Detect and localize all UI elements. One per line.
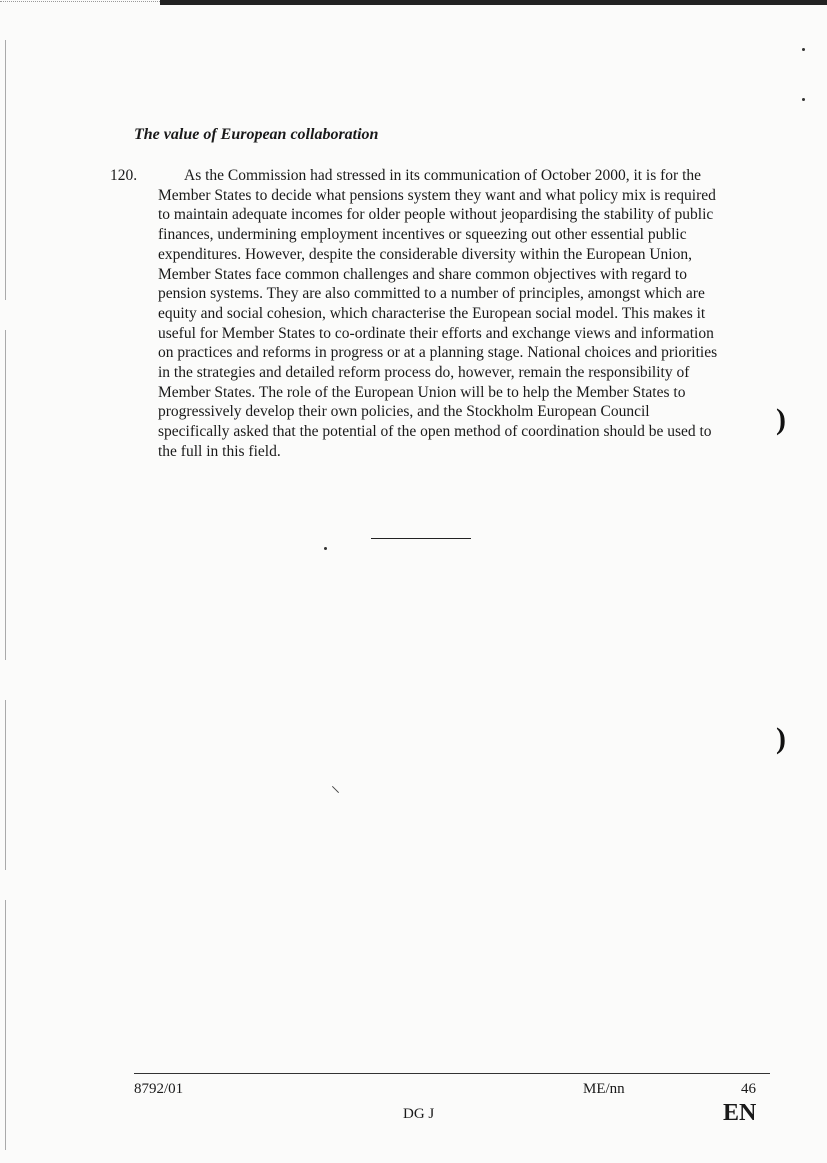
section-title: The value of European collaboration (134, 126, 379, 143)
footer-language-code: EN (723, 1100, 757, 1126)
footer-initials: ME/nn (583, 1081, 625, 1097)
scan-left-edge-line (5, 900, 6, 1150)
scan-speck (802, 48, 805, 51)
binder-hole-mark-upper: ) (776, 403, 786, 436)
paragraph-number: 120. (110, 167, 138, 184)
footer-page-number: 46 (741, 1081, 756, 1097)
scan-speck (802, 98, 805, 101)
paragraph-text: As the Commission had stressed in its communication of October 2000, it is for the Member States to decide what pensions system they want and what policy mix is required to maintain adequate incomes for older people without jeopardising the stability of public finances, undermining employment incentives or squeezing out other essential public expenditures. However, despite the considerable diversity within the European Union, Member States face common challenges and share common objectives with regard to pension systems. They are also committed to a number of principles, amongst which are equity and social cohesion, which characterise the European social model. This makes it useful for Member States to co-ordinate their efforts and exchange views and information on practices and reforms in progress or at a planning stage. National choices and priorities in the strategies and detailed reform process do, however, remain the responsibility of Member States. The role of the European Union will be to help the Member States to progressively develop their own policies, and the Stockholm European Council specifically asked that the potential of the open method of coordination should be used to the full in this field. (158, 167, 718, 460)
scan-top-edge (160, 0, 827, 5)
section-divider (371, 538, 471, 539)
scan-speck (324, 547, 327, 550)
footer-doc-number: 8792/01 (134, 1081, 184, 1097)
scan-stroke (332, 786, 339, 793)
scan-left-edge-line (5, 40, 6, 300)
scan-left-edge-line (5, 330, 6, 660)
footer-department: DG J (403, 1106, 435, 1122)
scan-top-edge-faint (0, 1, 160, 4)
paragraph-body (110, 166, 724, 462)
paragraph-120 (110, 166, 724, 462)
scan-left-edge-line (5, 700, 6, 870)
binder-hole-mark-lower: ) (776, 722, 786, 755)
footer-rule (134, 1073, 770, 1074)
